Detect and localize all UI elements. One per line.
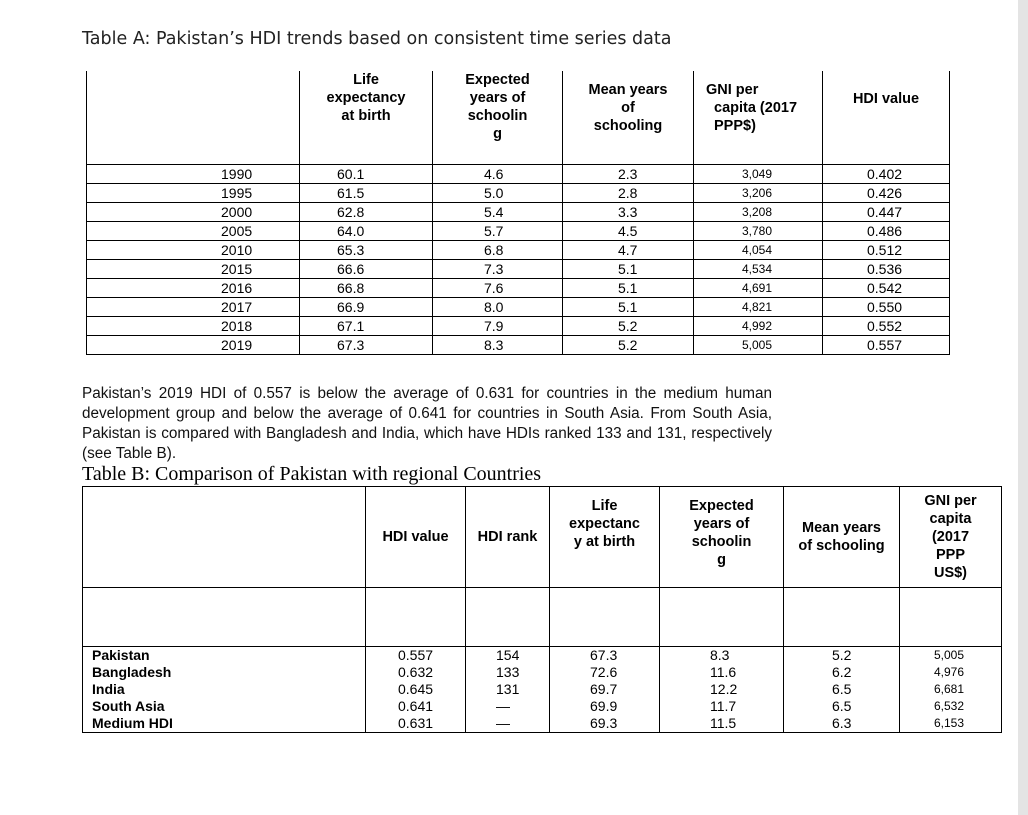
table-a-cell-life: 67.1: [300, 317, 433, 336]
table-a-cell-hdi: 0.447: [823, 203, 950, 222]
table-a-cell-hdi: 0.552: [823, 317, 950, 336]
table-a-cell-life: 64.0: [300, 222, 433, 241]
table-a-cell-life: 66.8: [300, 279, 433, 298]
table-a-cell-mean: 5.1: [563, 279, 694, 298]
table-a-cell-year: 2010: [87, 241, 300, 260]
table-a-row: [87, 317, 950, 336]
table-b-cell-mean: 6.5: [784, 698, 900, 715]
table-a-cell-expected: 8.0: [433, 298, 563, 317]
table-b-cell-expected: 11.7: [660, 698, 784, 715]
table-a-cell-gni: 4,691: [694, 279, 823, 298]
table-a-cell-year: 2016: [87, 279, 300, 298]
table-b: [82, 486, 1002, 733]
table-a-cell-hdi: 0.542: [823, 279, 950, 298]
table-a-cell-gni: 4,054: [694, 241, 823, 260]
table-a-cell-mean: 5.2: [563, 336, 694, 355]
table-a-cell-expected: 5.0: [433, 184, 563, 203]
table-b-row: [83, 698, 1002, 715]
table-a-cell-life: 62.8: [300, 203, 433, 222]
table-b-cell-gni: 4,976: [900, 664, 1002, 681]
table-b-cell-expected: 12.2: [660, 681, 784, 698]
table-a-header-year: [87, 71, 300, 165]
table-b-cell-rank: 133: [466, 664, 550, 681]
table-b-header-hdi-value: HDI value: [366, 487, 466, 588]
table-a-cell-life: 65.3: [300, 241, 433, 260]
table-a-cell-expected: 7.9: [433, 317, 563, 336]
table-b-cell-hdi: 0.632: [366, 664, 466, 681]
summary-paragraph: Pakistan’s 2019 HDI of 0.557 is below the average of 0.631 for countries in the medium human development group and below the average of 0.641 for countries in South Asia. From South Asia, Pakistan is compared with Bangladesh and India, which have HDIs ranked 133 and 131, respectively (see Table B).: [82, 385, 772, 462]
table-b-row: [83, 647, 1002, 665]
table-a-cell-year: 2015: [87, 260, 300, 279]
table-a-cell-hdi: 0.512: [823, 241, 950, 260]
table-a-cell-gni: 5,005: [694, 336, 823, 355]
table-a-header-expected: Expected years of schoolin g: [433, 71, 563, 165]
table-b-cell-rank: —: [466, 698, 550, 715]
table-a-row: [87, 165, 950, 184]
table-a-cell-mean: 2.3: [563, 165, 694, 184]
table-b-cell-country: Bangladesh: [83, 664, 366, 681]
table-b-cell-country: South Asia: [83, 698, 366, 715]
table-b-header-expected: Expected years of schoolin g: [660, 487, 784, 588]
table-a-cell-life: 60.1: [300, 165, 433, 184]
table-a-cell-gni: 3,206: [694, 184, 823, 203]
table-a-cell-hdi: 0.550: [823, 298, 950, 317]
table-a-cell-year: 2019: [87, 336, 300, 355]
table-b-empty-row: [83, 588, 1002, 647]
table-b-cell-expected: 11.5: [660, 715, 784, 733]
table-a-cell-year: 1990: [87, 165, 300, 184]
table-b-row: [83, 664, 1002, 681]
table-b-header-row: [83, 487, 1002, 588]
table-a-cell-year: 2000: [87, 203, 300, 222]
table-a-row: [87, 298, 950, 317]
table-a-cell-life: 61.5: [300, 184, 433, 203]
table-a: [86, 71, 950, 355]
table-b-cell-expected: 11.6: [660, 664, 784, 681]
page-edge: [1018, 0, 1028, 815]
table-a-cell-gni: 3,780: [694, 222, 823, 241]
table-b-cell-country: Pakistan: [83, 647, 366, 665]
table-a-cell-year: 1995: [87, 184, 300, 203]
table-a-header-life: Life expectancy at birth: [300, 71, 433, 165]
table-a-cell-year: 2017: [87, 298, 300, 317]
table-b-row: [83, 715, 1002, 733]
table-b-header-mean: Mean years of schooling: [784, 487, 900, 588]
table-b-cell-life: 69.7: [550, 681, 660, 698]
table-a-title: Table A: Pakistan’s HDI trends based on consistent time series data: [82, 29, 672, 49]
table-a-header-mean: Mean years of schooling: [563, 71, 694, 165]
table-a-header-gni: GNI per capita (2017 PPP$): [694, 71, 823, 165]
table-b-title: Table B: Comparison of Pakistan with regional Countries: [82, 463, 542, 485]
table-a-cell-mean: 4.7: [563, 241, 694, 260]
table-a-cell-mean: 4.5: [563, 222, 694, 241]
table-a-cell-gni: 3,049: [694, 165, 823, 184]
table-a-cell-gni: 4,992: [694, 317, 823, 336]
table-b-cell-rank: 154: [466, 647, 550, 665]
table-a-cell-expected: 5.7: [433, 222, 563, 241]
table-a-cell-hdi: 0.536: [823, 260, 950, 279]
table-a-header-row: [87, 71, 950, 165]
table-b-cell-country: India: [83, 681, 366, 698]
table-b-cell-mean: 6.2: [784, 664, 900, 681]
table-a-cell-hdi: 0.426: [823, 184, 950, 203]
table-a-cell-expected: 6.8: [433, 241, 563, 260]
table-a-cell-hdi: 0.486: [823, 222, 950, 241]
table-b-header-life: Life expectanc y at birth: [550, 487, 660, 588]
table-a-row: [87, 336, 950, 355]
table-a-cell-mean: 2.8: [563, 184, 694, 203]
table-a-cell-expected: 7.6: [433, 279, 563, 298]
table-a-cell-hdi: 0.557: [823, 336, 950, 355]
table-b-header-hdi-rank: HDI rank: [466, 487, 550, 588]
table-a-row: [87, 279, 950, 298]
table-b-cell-rank: —: [466, 715, 550, 733]
table-b-cell-country: Medium HDI: [83, 715, 366, 733]
table-b-cell-mean: 5.2: [784, 647, 900, 665]
table-a-cell-hdi: 0.402: [823, 165, 950, 184]
table-b-cell-hdi: 0.631: [366, 715, 466, 733]
table-b-cell-gni: 6,681: [900, 681, 1002, 698]
table-b-cell-gni: 6,532: [900, 698, 1002, 715]
table-b-cell-gni: 6,153: [900, 715, 1002, 733]
table-a-cell-mean: 5.1: [563, 260, 694, 279]
table-a-cell-expected: 5.4: [433, 203, 563, 222]
table-b-cell-hdi: 0.557: [366, 647, 466, 665]
table-b-cell-rank: 131: [466, 681, 550, 698]
table-a-row: [87, 222, 950, 241]
table-a-row: [87, 260, 950, 279]
table-b-cell-life: 72.6: [550, 664, 660, 681]
table-a-cell-life: 66.6: [300, 260, 433, 279]
table-a-row: [87, 184, 950, 203]
table-a-cell-expected: 4.6: [433, 165, 563, 184]
table-b-cell-hdi: 0.645: [366, 681, 466, 698]
table-a-cell-mean: 5.1: [563, 298, 694, 317]
table-b-header-country: [83, 487, 366, 588]
table-b-cell-life: 69.9: [550, 698, 660, 715]
table-b-cell-mean: 6.3: [784, 715, 900, 733]
table-b-cell-mean: 6.5: [784, 681, 900, 698]
table-a-cell-life: 66.9: [300, 298, 433, 317]
table-b-row: [83, 681, 1002, 698]
table-a-cell-mean: 3.3: [563, 203, 694, 222]
table-b-cell-expected: 8.3: [660, 647, 784, 665]
table-a-cell-gni: 3,208: [694, 203, 823, 222]
table-b-cell-gni: 5,005: [900, 647, 1002, 665]
table-b-cell-life: 69.3: [550, 715, 660, 733]
table-a-header-hdi: HDI value: [823, 71, 950, 165]
table-a-row: [87, 241, 950, 260]
table-a-cell-expected: 8.3: [433, 336, 563, 355]
table-b-cell-hdi: 0.641: [366, 698, 466, 715]
table-a-cell-gni: 4,534: [694, 260, 823, 279]
table-a-cell-year: 2018: [87, 317, 300, 336]
table-a-cell-year: 2005: [87, 222, 300, 241]
table-b-header-gni: GNI per capita (2017 PPP US$): [900, 487, 1002, 588]
table-a-cell-mean: 5.2: [563, 317, 694, 336]
table-a-row: [87, 203, 950, 222]
table-a-cell-life: 67.3: [300, 336, 433, 355]
table-a-cell-gni: 4,821: [694, 298, 823, 317]
table-a-cell-expected: 7.3: [433, 260, 563, 279]
table-b-cell-life: 67.3: [550, 647, 660, 665]
